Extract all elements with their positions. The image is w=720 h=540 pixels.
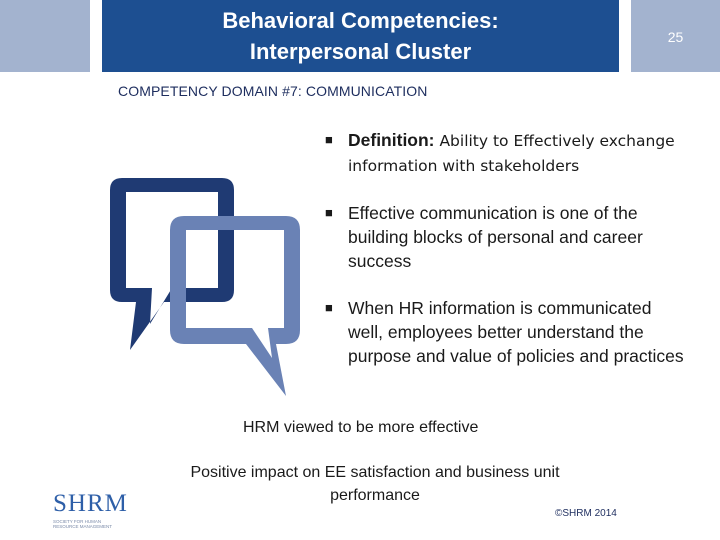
bullet-building-blocks	[325, 201, 685, 273]
bullet-definition	[325, 128, 685, 178]
sub-point-effective: HRM viewed to be more effective	[243, 419, 479, 436]
title-line-2: Interpersonal Cluster	[249, 39, 472, 64]
domain-heading: COMPETENCY DOMAIN #7: COMMUNICATION	[118, 83, 428, 99]
definition-text: Ability to Effectively exchange information with stakeholders	[348, 132, 675, 175]
slide-title	[102, 0, 619, 72]
logo-tagline: SOCIETY FOR HUMAN RESOURCE MANAGEMENT	[53, 519, 113, 529]
bullet-text: When HR information is communicated well, employees better understand the purpose and value of policies and practices	[348, 298, 684, 366]
page-number: 25	[667, 29, 684, 45]
light-bubble	[170, 216, 300, 396]
bullet-list	[325, 128, 685, 391]
square-bullet-icon: ■	[325, 132, 333, 147]
shrm-logo	[53, 490, 128, 530]
speech-bubbles-icon	[108, 178, 304, 396]
bullet-text: Effective communication is one of the building blocks of personal and career success	[348, 203, 643, 271]
definition-label: Definition:	[348, 130, 435, 150]
bullet-hr-information	[325, 296, 685, 368]
sub-point-impact: Positive impact on EE satisfaction and business unit performance	[190, 464, 560, 504]
square-bullet-icon: ■	[325, 300, 333, 315]
square-bullet-icon: ■	[325, 205, 333, 220]
copyright: ©SHRM 2014	[555, 508, 617, 519]
logo-text: SHRM	[53, 490, 128, 517]
corner-block-left	[0, 0, 90, 72]
title-line-1: Behavioral Competencies:	[222, 8, 499, 33]
